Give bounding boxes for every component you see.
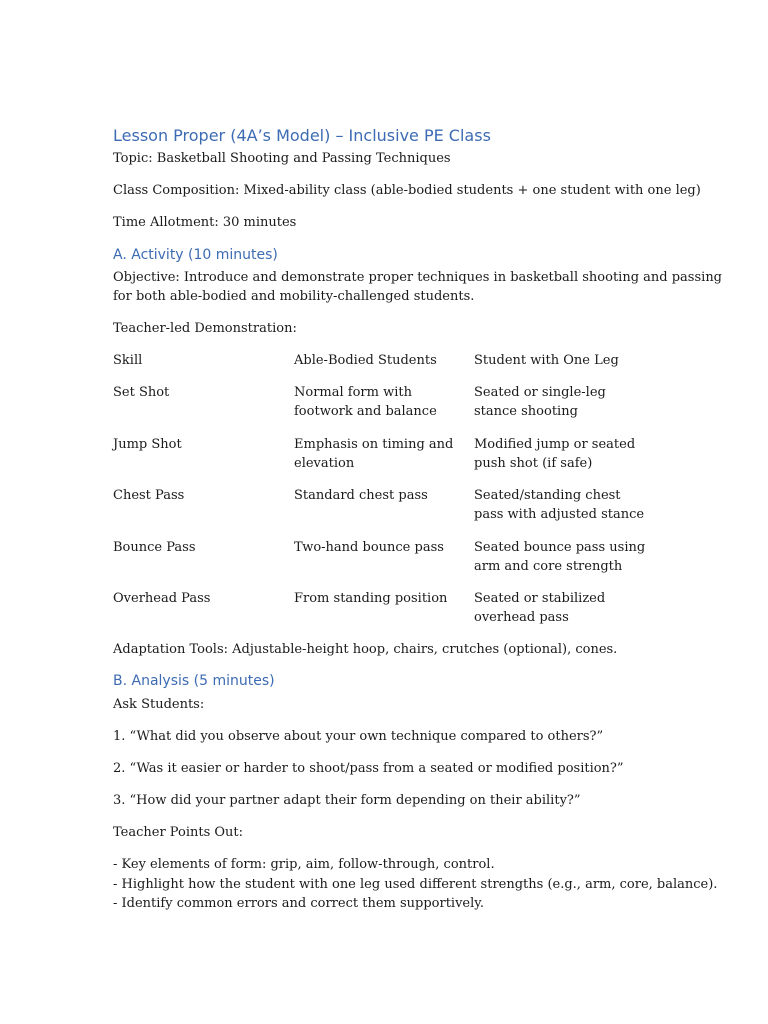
table-header-one-leg: Student with One Leg	[474, 353, 619, 368]
page-title: Lesson Proper (4A’s Model) – Inclusive PE Class	[113, 126, 491, 145]
question-1: 1. “What did you observe about your own technique compared to others?”	[113, 729, 604, 744]
table-cell: Jump Shot	[113, 437, 182, 452]
topic-line: Topic: Basketball Shooting and Passing Techniques	[113, 151, 451, 166]
section-b-heading: B. Analysis (5 minutes)	[113, 673, 275, 689]
objective-line-2: for both able-bodied and mobility-challenged students.	[113, 289, 475, 304]
table-cell: Modified jump or seated push shot (if safe)	[474, 437, 636, 471]
time-allotment-line: Time Allotment: 30 minutes	[113, 215, 297, 230]
table-cell: Seated/standing chest pass with adjusted stance	[474, 488, 645, 522]
point-2: - Highlight how the student with one leg used different strengths (e.g., arm, core, balance).	[113, 877, 718, 892]
point-1: - Key elements of form: grip, aim, follow-through, control.	[113, 857, 495, 872]
table-cell: Seated or single-leg stance shooting	[474, 385, 606, 419]
table-cell: Normal form with footwork and balance	[294, 385, 437, 419]
teacher-points-label: Teacher Points Out:	[113, 825, 244, 840]
table-header-skill: Skill	[113, 353, 143, 368]
question-3: 3. “How did your partner adapt their form depending on their ability?”	[113, 793, 581, 808]
table-cell: From standing position	[294, 591, 448, 606]
question-2: 2. “Was it easier or harder to shoot/pass from a seated or modified position?”	[113, 761, 624, 776]
table-cell: Bounce Pass	[113, 540, 196, 555]
table-cell: Emphasis on timing and elevation	[294, 437, 454, 471]
table-cell: Standard chest pass	[294, 488, 428, 503]
table-cell: Chest Pass	[113, 488, 185, 503]
table-header-able-bodied: Able-Bodied Students	[294, 353, 437, 368]
table-cell: Two-hand bounce pass	[294, 540, 444, 555]
demonstration-label: Teacher-led Demonstration:	[113, 321, 297, 336]
point-3: - Identify common errors and correct them supportively.	[113, 896, 485, 911]
table-cell: Seated or stabilized overhead pass	[474, 591, 606, 625]
objective-line-1: Objective: Introduce and demonstrate proper techniques in basketball shooting and passing	[113, 270, 723, 285]
ask-students-label: Ask Students:	[113, 697, 205, 712]
class-composition-line: Class Composition: Mixed-ability class (able-bodied students + one student with one leg)	[113, 183, 701, 198]
table-cell: Seated bounce pass using arm and core strength	[474, 540, 646, 574]
table-cell: Set Shot	[113, 385, 170, 400]
adaptation-tools-line: Adaptation Tools: Adjustable-height hoop, chairs, crutches (optional), cones.	[113, 642, 618, 657]
table-cell: Overhead Pass	[113, 591, 211, 606]
section-a-heading: A. Activity (10 minutes)	[113, 247, 278, 263]
